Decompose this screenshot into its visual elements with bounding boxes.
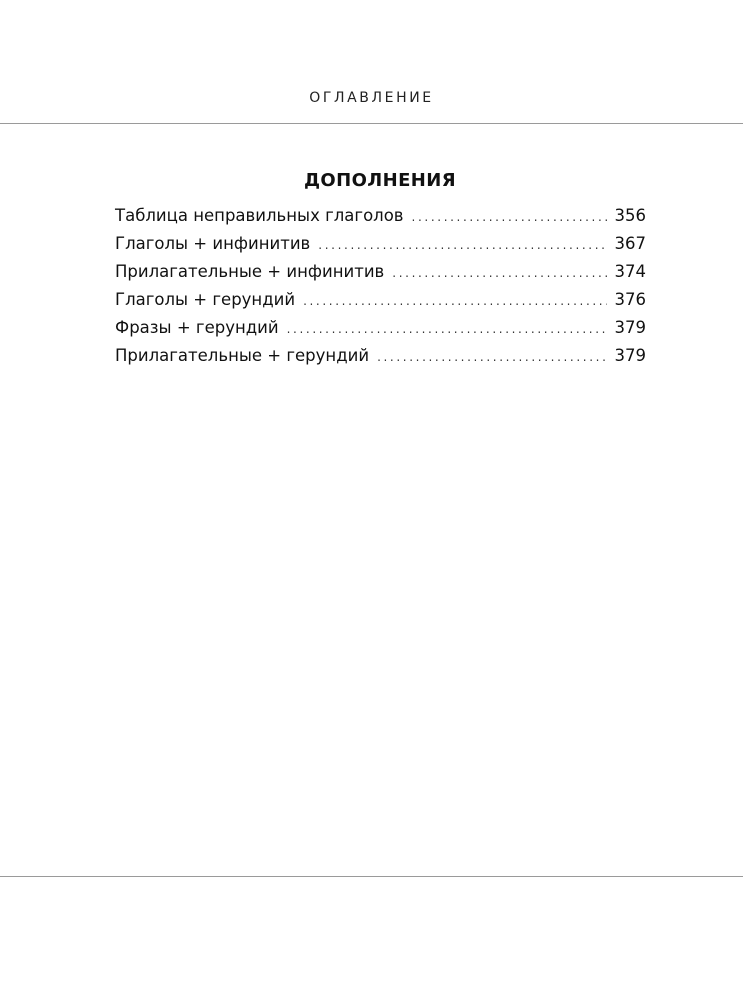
section-title: ДОПОЛНЕНИЯ <box>304 170 456 191</box>
toc-dot-leader <box>412 203 607 231</box>
toc-entry[interactable] <box>115 202 646 230</box>
toc-entry-page: 367 <box>614 234 646 253</box>
toc-entry[interactable] <box>115 230 646 258</box>
toc-entry[interactable] <box>115 258 646 286</box>
toc-entry-page: 379 <box>614 318 646 337</box>
toc-entry-page: 356 <box>614 206 646 225</box>
toc-entry-title: Прилагательные + герундий <box>115 346 370 365</box>
toc-entry-title: Глаголы + инфинитив <box>115 234 311 253</box>
toc-list <box>115 202 646 370</box>
toc-entry[interactable] <box>115 286 646 314</box>
toc-dot-leader <box>287 315 607 343</box>
header-divider <box>0 123 743 124</box>
toc-dot-leader <box>318 231 606 259</box>
running-head-title: ОГЛАВЛЕНИЕ <box>309 90 434 106</box>
toc-entry-page: 376 <box>614 290 646 309</box>
toc-entry-title: Фразы + герундий <box>115 318 279 337</box>
toc-entry-page: 379 <box>614 346 646 365</box>
toc-dot-leader <box>377 343 606 371</box>
toc-entry-title: Глаголы + герундий <box>115 290 296 309</box>
footer-divider <box>0 876 743 877</box>
toc-entry-page: 374 <box>614 262 646 281</box>
toc-dot-leader <box>392 259 606 287</box>
toc-entry[interactable] <box>115 342 646 370</box>
toc-dot-leader <box>303 287 606 315</box>
toc-entry[interactable] <box>115 314 646 342</box>
toc-entry-title: Таблица неправильных глаголов <box>115 206 404 225</box>
toc-entry-title: Прилагательные + инфинитив <box>115 262 385 281</box>
